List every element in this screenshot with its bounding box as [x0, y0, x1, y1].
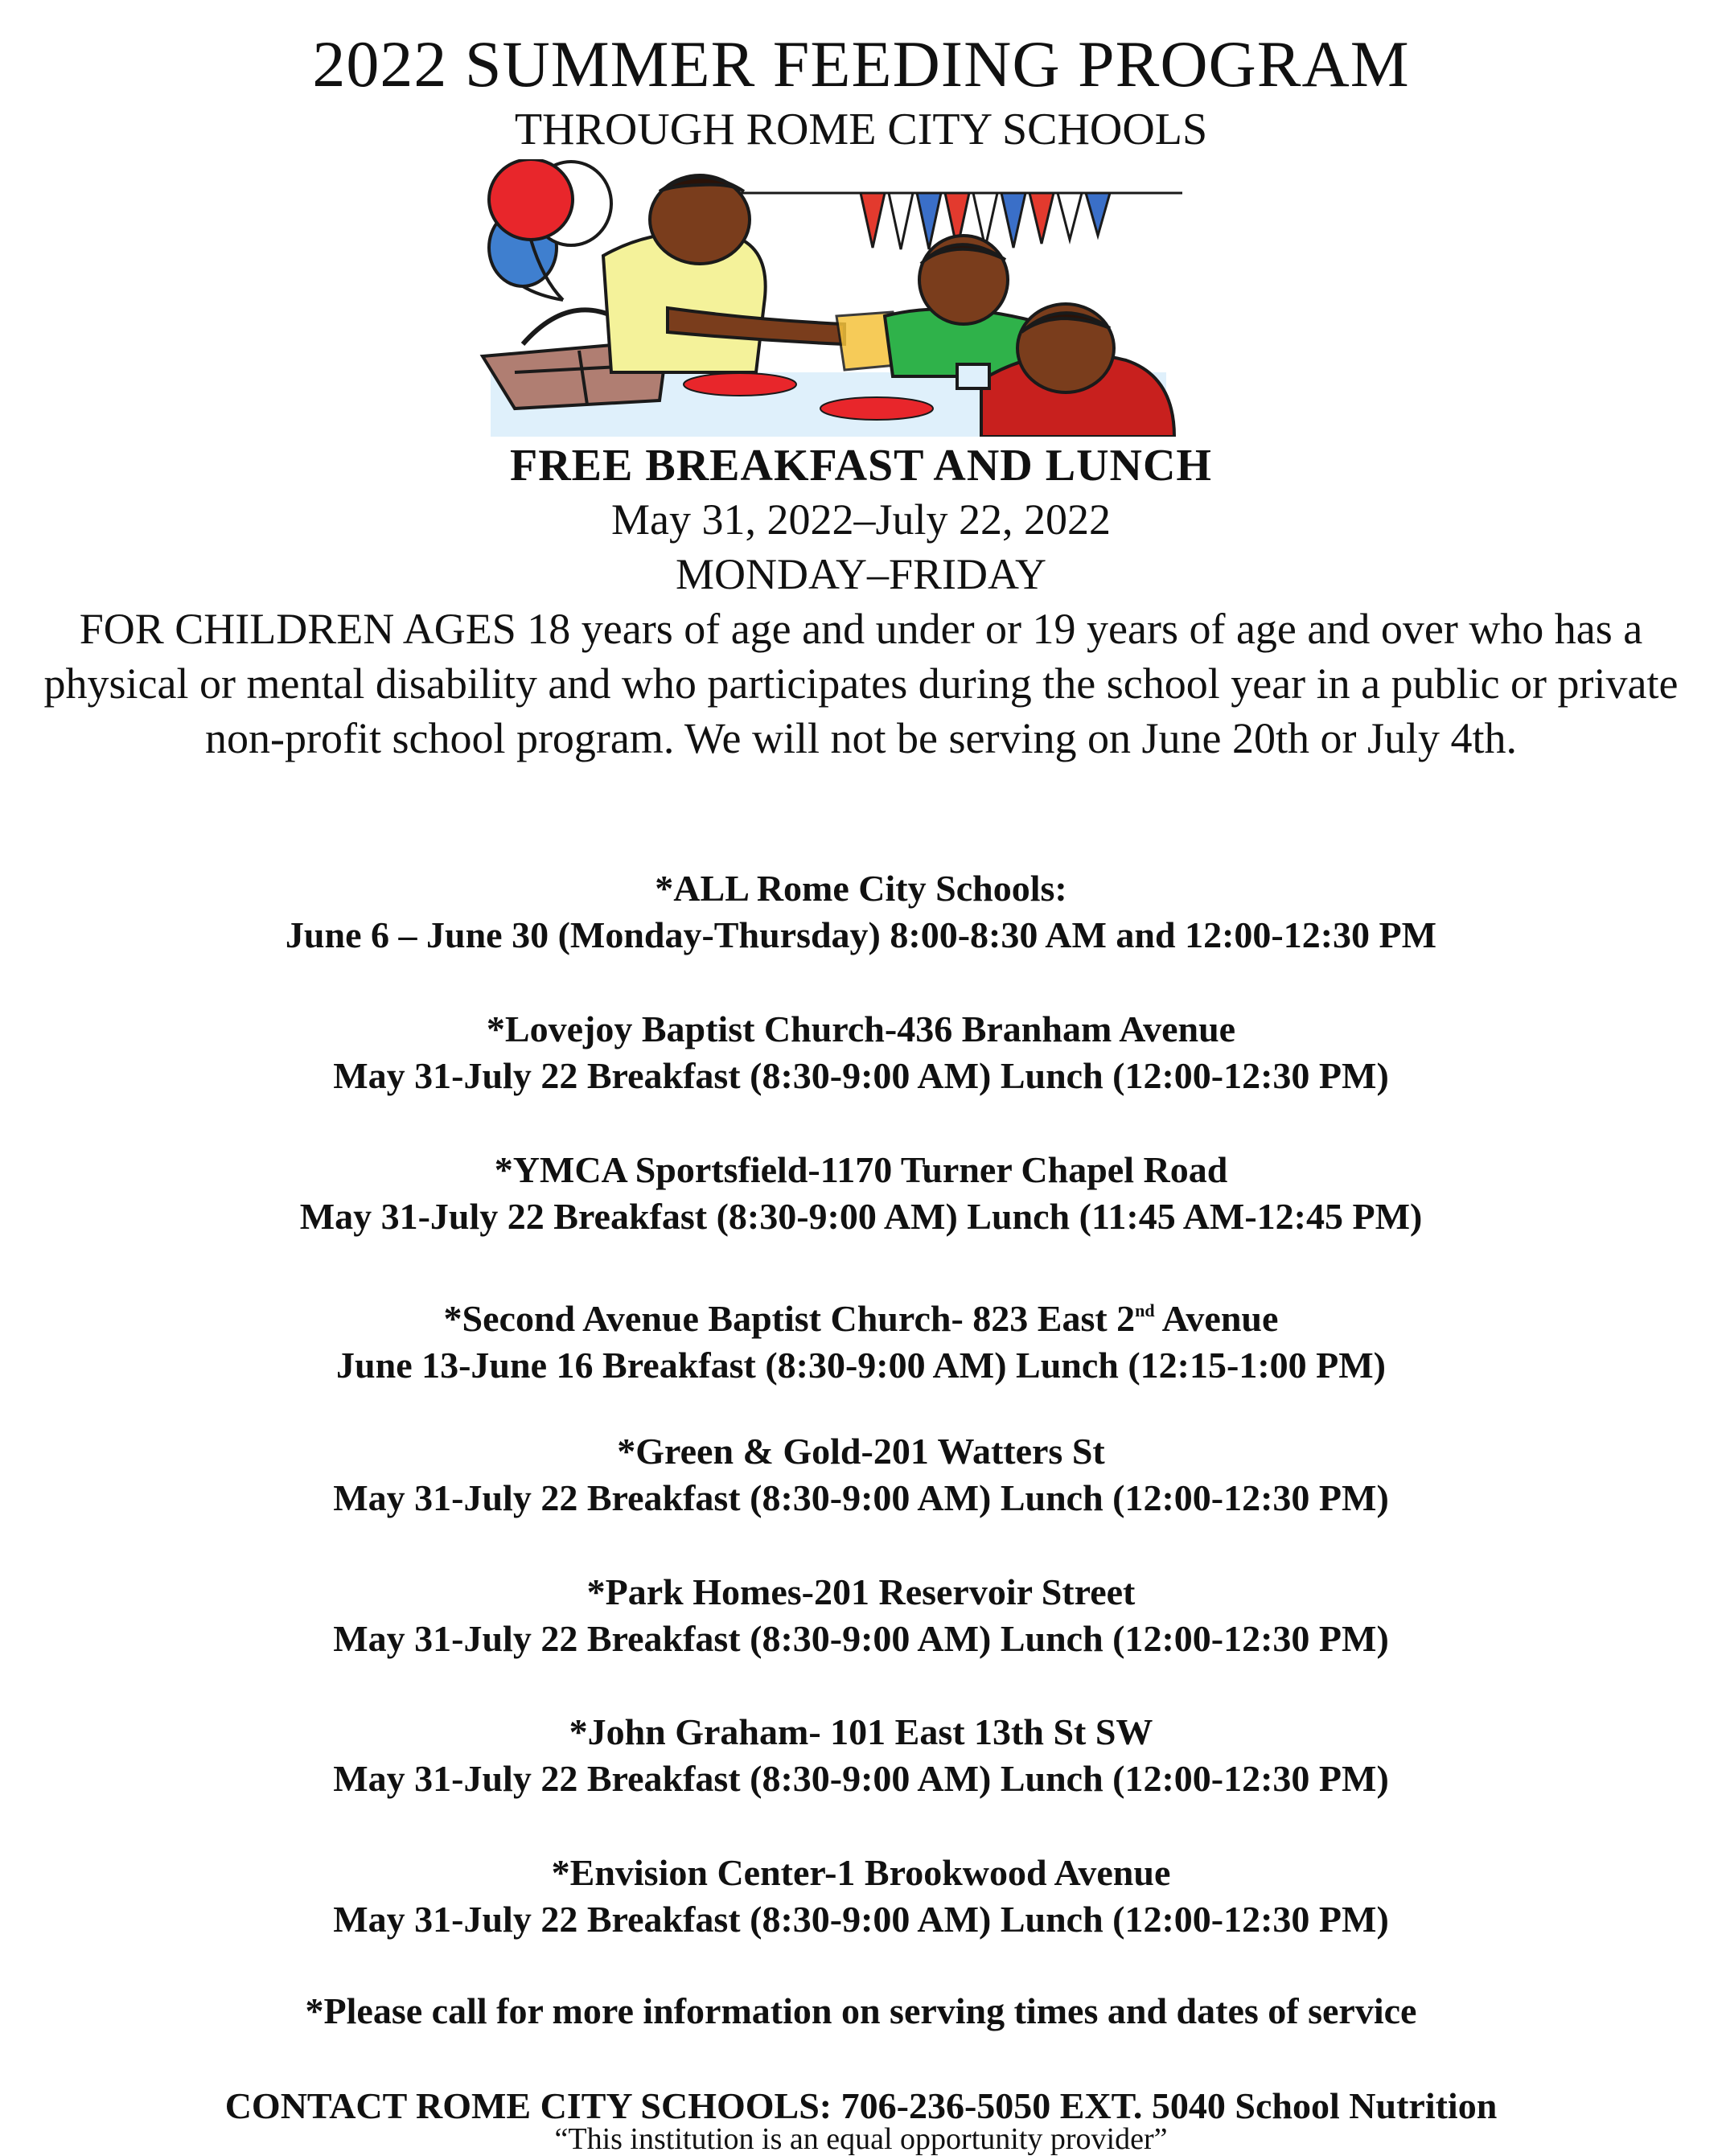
- site-name: *Green & Gold-201 Watters St: [617, 1431, 1105, 1472]
- site-schedule: May 31-July 22 Breakfast (8:30-9:00 AM) Lunch (12:00-12:30 PM): [333, 1758, 1389, 1799]
- site-schedule: June 13-June 16 Breakfast (8:30-9:00 AM) Lunch (12:15-1:00 PM): [336, 1345, 1386, 1386]
- site-schedule: June 6 – June 30 (Monday-Thursday) 8:00-8:30 AM and 12:00-12:30 PM: [285, 914, 1437, 955]
- balloons: [489, 159, 611, 300]
- site-entry: [0, 865, 1722, 959]
- site-schedule: May 31-July 22 Breakfast (8:30-9:00 AM) Lunch (11:45 AM-12:45 PM): [299, 1196, 1423, 1237]
- site-name-part: Avenue: [1154, 1298, 1279, 1339]
- site-name: *John Graham- 101 East 13th St SW: [569, 1711, 1153, 1752]
- site-name: *Envision Center-1 Brookwood Avenue: [551, 1852, 1171, 1893]
- site-name: *YMCA Sportsfield-1170 Turner Chapel Road: [494, 1149, 1228, 1190]
- family-serving-food-illustration: [466, 159, 1190, 437]
- adult-server-figure: [603, 175, 845, 372]
- site-entry: [0, 1709, 1722, 1802]
- site-schedule: May 31-July 22 Breakfast (8:30-9:00 AM) Lunch (12:00-12:30 PM): [333, 1899, 1389, 1940]
- program-dates: May 31, 2022–July 22, 2022: [611, 495, 1111, 544]
- ordinal-suffix: nd: [1135, 1300, 1155, 1320]
- site-entry: [0, 1428, 1722, 1522]
- site-entry: [0, 1147, 1722, 1240]
- site-name: [0, 1287, 1722, 1342]
- site-entry: [0, 1569, 1722, 1662]
- equal-opportunity-statement: “This institution is an equal opportunity provider”: [554, 2122, 1168, 2156]
- info-note: *Please call for more information on serving times and dates of service: [305, 1990, 1417, 2031]
- site-name: *Lovejoy Baptist Church-436 Branham Avenue: [486, 1008, 1236, 1049]
- site-schedule: May 31-July 22 Breakfast (8:30-9:00 AM) Lunch (12:00-12:30 PM): [333, 1618, 1389, 1659]
- page-title: 2022 SUMMER FEEDING PROGRAM: [312, 27, 1410, 101]
- child-green-shirt-figure: [885, 236, 1034, 376]
- site-schedule: May 31-July 22 Breakfast (8:30-9:00 AM) Lunch (12:00-12:30 PM): [333, 1055, 1389, 1096]
- eligibility-text: FOR CHILDREN AGES 18 years of age and under or 19 years of age and over who has a physical or mental disability and who participates during the school year in a public or private non-profit school program. We will not be serving on June 20th or July 4th.: [43, 605, 1679, 762]
- site-name: *Park Homes-201 Reservoir Street: [586, 1571, 1136, 1612]
- site-entry: [0, 1287, 1722, 1389]
- page-subtitle: THROUGH ROME CITY SCHOOLS: [514, 105, 1208, 154]
- site-schedule: May 31-July 22 Breakfast (8:30-9:00 AM) Lunch (12:00-12:30 PM): [333, 1477, 1389, 1518]
- contact-line: CONTACT ROME CITY SCHOOLS: 706-236-5050 EXT. 5040 School Nutrition: [224, 2085, 1498, 2126]
- site-name-part: *Second Avenue Baptist Church- 823 East 2: [443, 1298, 1136, 1339]
- site-entry: [0, 1006, 1722, 1099]
- site-name: *ALL Rome City Schools:: [655, 868, 1067, 909]
- program-headline: FREE BREAKFAST AND LUNCH: [510, 441, 1212, 491]
- program-days: MONDAY–FRIDAY: [675, 550, 1047, 598]
- site-entry: [0, 1850, 1722, 1943]
